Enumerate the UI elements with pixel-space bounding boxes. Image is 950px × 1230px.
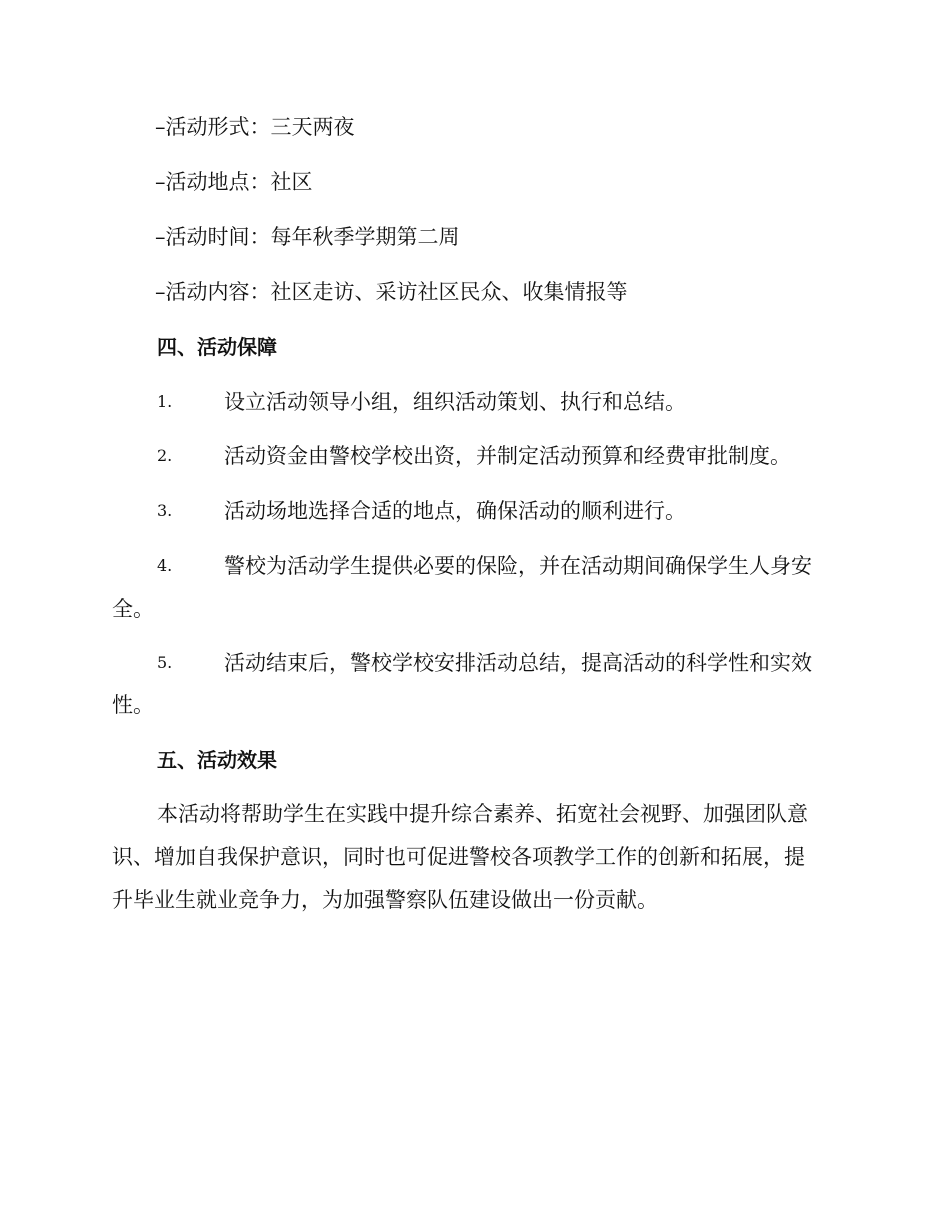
paragraph-text: 本活动将帮助学生在实践中提升综合素养、拓宽社会视野、加强团队意 bbox=[157, 802, 808, 826]
list-item-number: 1. bbox=[157, 392, 173, 411]
list-item-text: 活动场地选择合适的地点，确保活动的顺利进行。 bbox=[224, 499, 686, 523]
bullet-text: –活动形式：三天两夜 bbox=[155, 115, 355, 139]
list-item-text: 活动资金由警校学校出资，并制定活动预算和经费审批制度。 bbox=[224, 444, 791, 468]
list-item-text: 设立活动领导小组，组织活动策划、执行和总结。 bbox=[224, 390, 686, 414]
bullet-text: –活动地点：社区 bbox=[155, 170, 313, 194]
list-item-continuation-text: 全。 bbox=[112, 597, 154, 621]
list-item-text: 活动结束后，警校学校安排活动总结，提高活动的科学性和实效 bbox=[224, 651, 812, 675]
bullet-text: –活动时间：每年秋季学期第二周 bbox=[155, 225, 460, 249]
bullet-text: –活动内容：社区走访、采访社区民众、收集情报等 bbox=[155, 280, 628, 304]
list-item-continuation-text: 性。 bbox=[112, 693, 154, 717]
list-item-text: 警校为活动学生提供必要的保险，并在活动期间确保学生人身安 bbox=[224, 554, 812, 578]
list-item-number: 4. bbox=[157, 556, 173, 575]
section-heading: 五、活动效果 bbox=[157, 748, 277, 772]
paragraph-text: 升毕业生就业竞争力，为加强警察队伍建设做出一份贡献。 bbox=[112, 888, 658, 912]
section-heading: 四、活动保障 bbox=[157, 335, 277, 359]
list-item-number: 5. bbox=[157, 653, 173, 672]
list-item-number: 2. bbox=[157, 446, 173, 465]
paragraph-text: 识、增加自我保护意识，同时也可促进警校各项教学工作的创新和拓展，提 bbox=[112, 845, 805, 869]
list-item-number: 3. bbox=[157, 501, 173, 520]
